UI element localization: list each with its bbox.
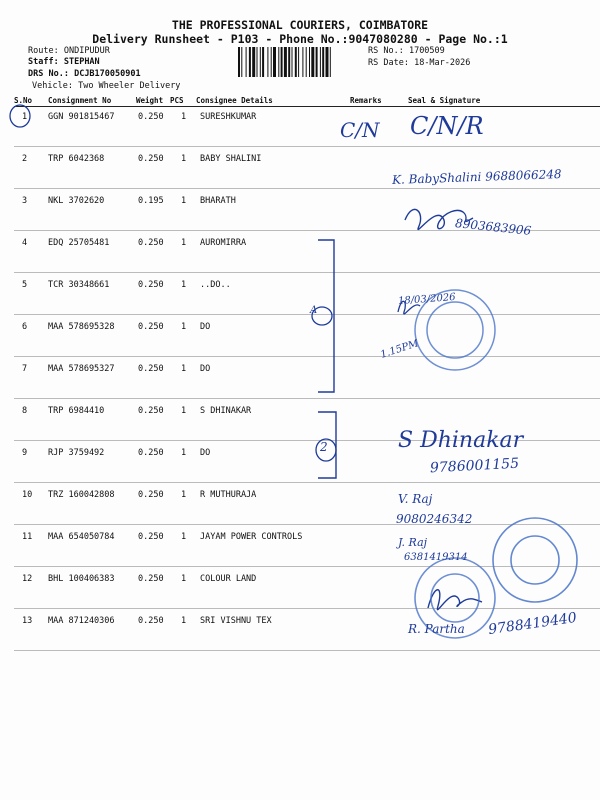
row-consignee: DO — [200, 322, 211, 332]
row-sno: 9 — [22, 448, 28, 458]
row-sno: 10 — [22, 490, 33, 500]
staff-label: Staff: — [28, 57, 59, 67]
row-consignment-no: RJP 3759492 — [48, 448, 105, 458]
col-sno: S.No — [14, 96, 33, 105]
route-label: Route: — [28, 46, 59, 56]
row-pcs: 1 — [181, 406, 187, 416]
row-consignee: DO — [200, 448, 211, 458]
row-pcs: 1 — [181, 322, 187, 332]
row-consignee: AUROMIRRA — [200, 238, 247, 248]
delivery-date: 18/03/2026 — [397, 292, 456, 307]
signature-row2: K. BabyShalini 9688066248 — [391, 167, 562, 187]
row-pcs: 1 — [181, 448, 187, 458]
row-consignee: BHARATH — [200, 196, 236, 206]
row-pcs: 1 — [181, 280, 187, 290]
row-pcs: 1 — [181, 238, 187, 248]
row-sno: 12 — [22, 574, 33, 584]
jayam-power-controls-stamp — [493, 518, 577, 602]
signature-row9-phone: 9786001155 — [429, 455, 520, 477]
delivery-time: 1.15PM — [379, 338, 420, 361]
signature-row13: R. Partha — [408, 622, 465, 636]
row-consignee: ..DO.. — [200, 280, 231, 290]
row-pcs: 1 — [181, 112, 187, 122]
row-weight: 0.250 — [138, 574, 164, 584]
row-weight: 0.250 — [138, 112, 164, 122]
row-consignment-no: TRZ 160042808 — [48, 490, 115, 500]
remark-row1: C/N — [340, 118, 380, 142]
row-sno: 2 — [22, 154, 28, 164]
company-title: THE PROFESSIONAL COURIERS, COIMBATORE — [171, 18, 429, 32]
row-consignment-no: TRP 6984410 — [48, 406, 105, 416]
row-sno: 1 — [22, 112, 28, 122]
signature-row10-phone: 9080246342 — [396, 512, 473, 526]
row-consignment-no: MAA 578695328 — [48, 322, 115, 332]
row-consignment-no: TCR 30348661 — [48, 280, 110, 290]
row-consignee: DO — [200, 364, 211, 374]
group-mark-a: A — [310, 305, 318, 316]
drs-value: DCJB170050901 — [74, 69, 141, 79]
row-consignee: S DHINAKAR — [200, 406, 252, 416]
row-consignment-no: MAA 871240306 — [48, 616, 115, 626]
col-weight: Weight — [136, 96, 164, 105]
col-pcs: PCS — [170, 96, 184, 105]
row-sno: 13 — [22, 616, 33, 626]
row-weight: 0.250 — [138, 280, 164, 290]
row-weight: 0.250 — [138, 238, 164, 248]
row-consignee: SRI VISHNU TEX — [200, 616, 272, 626]
row-weight: 0.250 — [138, 406, 164, 416]
row-consignment-no: TRP 6042368 — [48, 154, 105, 164]
row-sno: 7 — [22, 364, 28, 374]
row-pcs: 1 — [181, 364, 187, 374]
signature-row1: C/N/R — [410, 112, 484, 140]
signature-row11: J. Raj — [398, 536, 428, 549]
signature-row11-phone: 6381419314 — [404, 552, 468, 563]
signature-row13-phone: 9788419440 — [487, 609, 578, 639]
row-weight: 0.250 — [138, 448, 164, 458]
col-remarks: Remarks — [350, 96, 382, 105]
signature-colour-land — [428, 590, 482, 610]
row-consignee: SURESHKUMAR — [200, 112, 257, 122]
col-consignee: Consignee Details — [196, 96, 273, 105]
signature-row10: V. Raj — [398, 492, 433, 506]
row-pcs: 1 — [181, 490, 187, 500]
row-weight: 0.250 — [138, 322, 164, 332]
col-seal-signature: Seal & Signature — [408, 96, 481, 105]
signature-row3-phone: 8903683906 — [454, 216, 532, 238]
rs-no-value: 1700509 — [408, 46, 445, 56]
row1-circle-mark — [10, 105, 30, 127]
drs-label: DRS No.: — [28, 69, 69, 79]
row-sno: 11 — [22, 532, 33, 542]
row-consignee: JAYAM POWER CONTROLS — [200, 532, 303, 542]
row-consignee: COLOUR LAND — [200, 574, 257, 584]
row-weight: 0.195 — [138, 196, 164, 206]
row-weight: 0.250 — [138, 616, 164, 626]
group-mark-b: 2 — [320, 440, 328, 454]
runsheet-subtitle: Delivery Runsheet - P103 - Phone No.:9047080280 - Page No.:1 — [92, 32, 508, 46]
signature-row9: S Dhinakar — [398, 428, 524, 453]
row-weight: 0.250 — [138, 532, 164, 542]
staff-value: STEPHAN — [63, 57, 100, 67]
row-pcs: 1 — [181, 154, 187, 164]
row-pcs: 1 — [181, 574, 187, 584]
rs-date-value: 18-Mar-2026 — [414, 58, 471, 68]
row-consignment-no: NKL 3702620 — [48, 196, 105, 206]
row-sno: 4 — [22, 238, 28, 248]
row-weight: 0.250 — [138, 154, 164, 164]
row-consignee: R MUTHURAJA — [200, 490, 257, 500]
row-sno: 5 — [22, 280, 28, 290]
row-consignment-no: GGN 901815467 — [48, 112, 115, 122]
row-sno: 8 — [22, 406, 28, 416]
row-sno: 3 — [22, 196, 28, 206]
row-consignment-no: BHL 100406383 — [48, 574, 115, 584]
row-consignee: BABY SHALINI — [200, 154, 262, 164]
row-weight: 0.250 — [138, 490, 164, 500]
row-weight: 0.250 — [138, 364, 164, 374]
row-sno: 6 — [22, 322, 28, 332]
row-pcs: 1 — [181, 532, 187, 542]
route-value: ONDIPUDUR — [63, 46, 110, 56]
vehicle-label: Vehicle: — [32, 81, 73, 91]
row-pcs: 1 — [181, 196, 187, 206]
row-consignment-no: MAA 578695327 — [48, 364, 115, 374]
rs-no-label: RS No.: — [368, 46, 404, 56]
row-consignment-no: EDQ 25705481 — [48, 238, 110, 248]
row-pcs: 1 — [181, 616, 187, 626]
col-consignment: Consignment No — [48, 96, 112, 105]
row-consignment-no: MAA 654050784 — [48, 532, 115, 542]
vehicle-value: Two Wheeler Delivery — [78, 81, 181, 91]
rs-date-label: RS Date: — [368, 58, 409, 68]
